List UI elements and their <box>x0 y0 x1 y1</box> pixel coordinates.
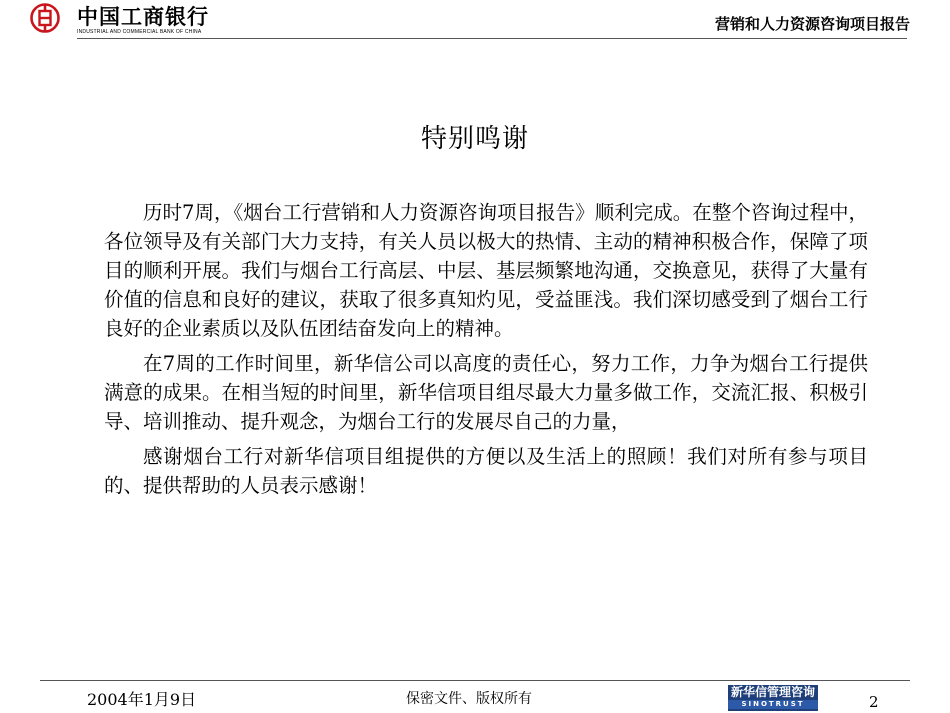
confidential-notice: 保密文件、版权所有 <box>406 691 532 707</box>
page-number: 2 <box>869 693 879 711</box>
icbc-logo-icon <box>30 3 60 33</box>
report-title: 营销和人力资源咨询项目报告 <box>714 15 910 33</box>
sinotrust-logo-cn: 新华信管理咨询 <box>730 685 815 699</box>
paragraph-2: 在7周的工作时间里，新华信公司以高度的责任心，努力工作，力争为烟台工行提供满意的成果。在相当短的时间里，新华信项目组尽最大力量多做工作，交流汇报、积极引导、培训推动、提升观念，为烟台工行的发展尽自己的力量， <box>104 352 868 433</box>
sinotrust-logo-en: SINOTRUST <box>728 700 818 709</box>
acknowledgement-body <box>104 198 868 506</box>
bank-name-chinese: 中国工商银行 <box>77 5 209 29</box>
footer-divider <box>40 680 910 681</box>
header-divider <box>77 38 907 39</box>
page-title: 特别鸣谢 <box>420 124 529 154</box>
sinotrust-logo <box>728 685 818 711</box>
footer-date: 2004年1月9日 <box>87 690 197 709</box>
paragraph-3: 感谢烟台工行对新华信项目组提供的方便以及生活上的照顾！我们对所有参与项目的、提供帮助的人员表示感谢！ <box>104 445 868 497</box>
paragraph-1: 历时7周，《烟台工行营销和人力资源咨询项目报告》顺利完成。在整个咨询过程中，各位领导及有关部门大力支持，有关人员以极大的热情、主动的精神积极合作，保障了项目的顺利开展。我们与烟台工行高层、中层、基层频繁地沟通，交换意见，获得了大量有价值的信息和良好的建议，获取了很多真知灼见，受益匪浅。我们深切感受到了烟台工行良好的企业素质以及队伍团结奋发向上的精神。 <box>104 201 868 340</box>
bank-name-english: INDUSTRIAL AND COMMERCIAL BANK OF CHINA <box>77 29 202 35</box>
